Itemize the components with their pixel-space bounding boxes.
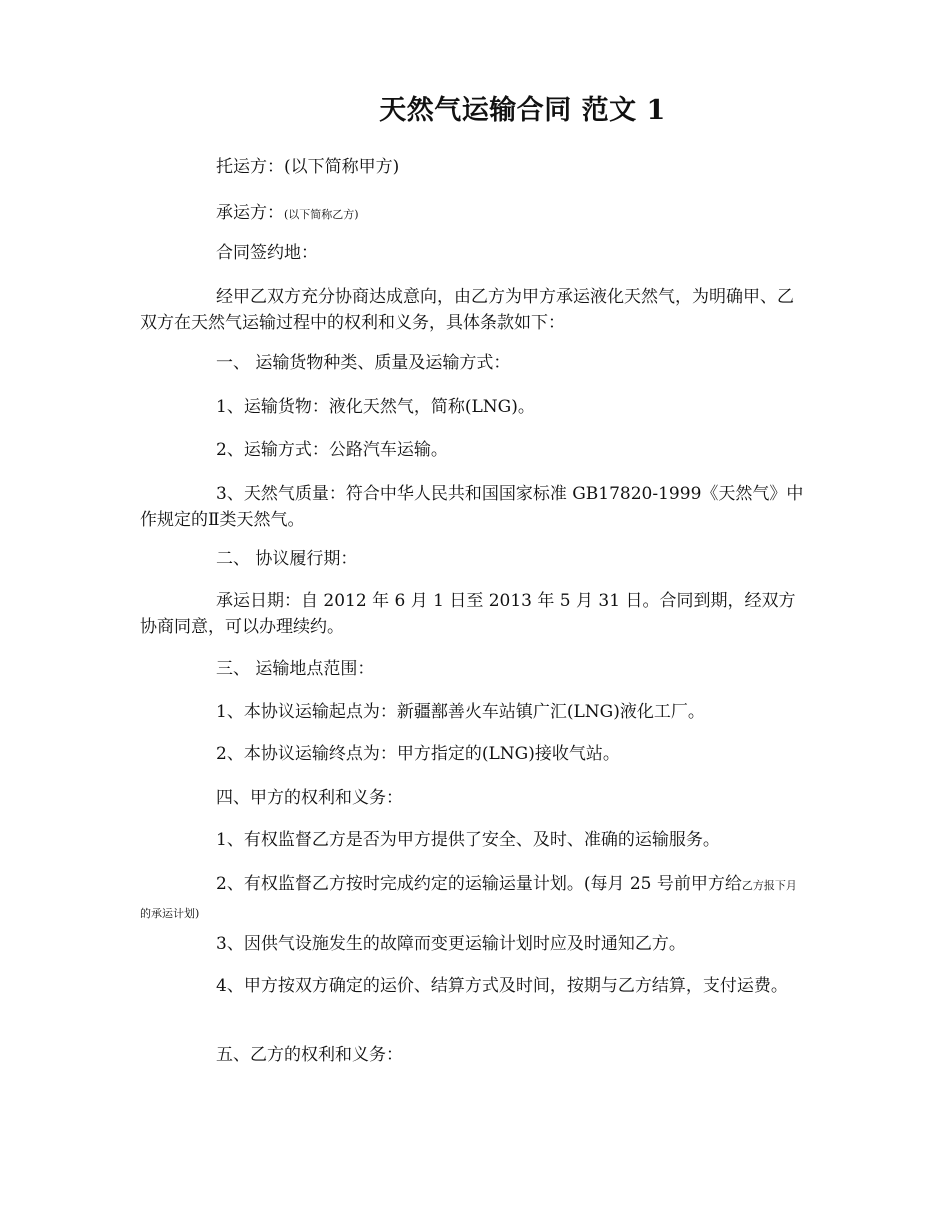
document-title: 天然气运输合同 范文 1 [379, 95, 666, 126]
list-item-1-2: 2、运输方式：公路汽车运输。 [216, 440, 448, 460]
list-item-1-1: 1、运输货物：液化天然气，简称(LNG)。 [216, 397, 535, 417]
section-heading-2: 二、 协议履行期： [216, 549, 358, 569]
paragraph-carrier: 承运方：(以下简称乙方) [216, 203, 359, 223]
section-heading-5: 五、乙方的权利和义务： [216, 1045, 403, 1065]
list-item-3-2: 2、本协议运输终点为：甲方指定的(LNG)接收气站。 [216, 744, 620, 764]
section-heading-3: 三、 运输地点范围： [216, 659, 375, 679]
list-item-4-2: 2、有权监督乙方按时完成约定的运输运量计划。(每月 25 号前甲方给乙方报下月的承运计划) [140, 874, 797, 920]
list-item-4-4: 4、甲方按双方确定的运价、结算方式及时间，按期与乙方结算，支付运费。 [216, 976, 788, 996]
paragraph-signing-place: 合同签约地： [216, 243, 318, 263]
list-item-1-3: 3、天然气质量：符合中华人民共和国国家标准 GB17820-1999《天然气》中作规定的Ⅱ类天然气。 [140, 484, 804, 530]
section-heading-4: 四、甲方的权利和义务： [216, 788, 403, 808]
paragraph-intro: 经甲乙双方充分协商达成意向，由乙方为甲方承运液化天然气，为明确甲、乙双方在天然气运输过程中的权利和义务，具体条款如下： [140, 287, 794, 333]
list-item-4-1: 1、有权监督乙方是否为甲方提供了安全、及时、准确的运输服务。 [216, 830, 720, 850]
section-heading-1: 一、 运输货物种类、质量及运输方式： [216, 353, 511, 373]
list-item-4-3: 3、因供气设施发生的故障而变更运输计划时应及时通知乙方。 [216, 934, 686, 954]
paragraph-term: 承运日期：自 2012 年 6 月 1 日至 2013 年 5 月 31 日。合同到期，经双方协商同意，可以办理续约。 [140, 591, 796, 637]
paragraph-shipper: 托运方：(以下简称甲方) [216, 157, 400, 177]
list-item-3-1: 1、本协议运输起点为：新疆鄯善火车站镇广汇(LNG)液化工厂。 [216, 702, 705, 722]
